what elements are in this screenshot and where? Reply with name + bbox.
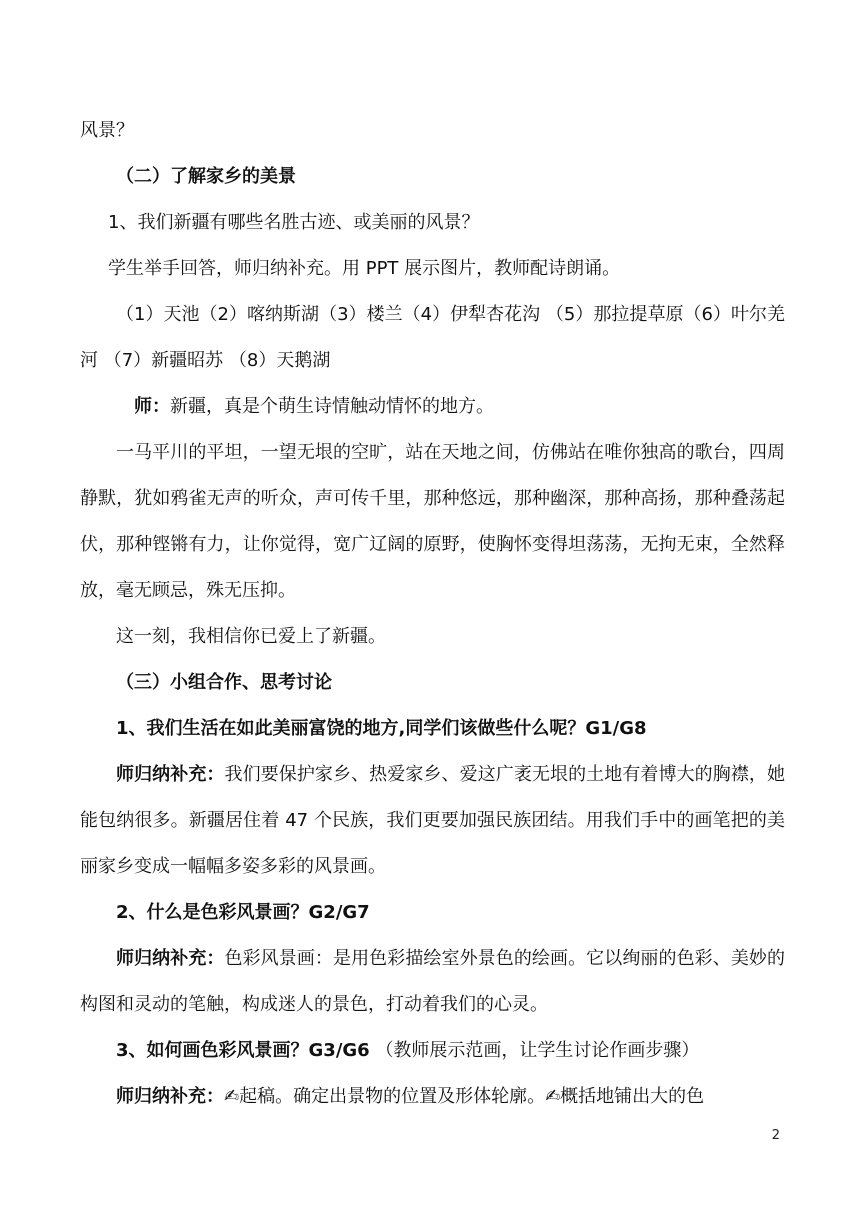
question: 1、我们生活在如此美丽富饶的地方,同学们该做些什么呢？G1/G8 bbox=[116, 718, 647, 739]
page-number: 2 bbox=[771, 1128, 780, 1143]
teacher-label: 师归纳补充： bbox=[116, 764, 225, 785]
teacher-summary bbox=[80, 752, 785, 890]
paragraph: 这一刻，我相信你已爱上了新疆。 bbox=[116, 626, 386, 647]
page-content bbox=[80, 108, 785, 1120]
teacher-label: 师： bbox=[134, 396, 170, 417]
teacher-summary-text: ✍起稿。确定出景物的位置及形体轮廓。✍概括地铺出大的色 bbox=[224, 1086, 705, 1107]
teacher-remark bbox=[80, 384, 785, 430]
section-heading: （三）小组合作、思考讨论 bbox=[116, 672, 332, 693]
teacher-summary-text: 色彩风景画：是用色彩描绘室外景色的绘画。它以绚丽的色彩、美妙的构图和灵动的笔触，构成迷人的景色，打动着我们的心灵。 bbox=[80, 948, 785, 1015]
question-text: 3、如何画色彩风景画？G3/G6 bbox=[116, 1040, 370, 1061]
paragraph: 学生举手回答，师归纳补充。用 PPT 展示图片，教师配诗朗诵。 bbox=[108, 258, 621, 279]
teacher-remark-text: 新疆，真是个萌生诗情触动情怀的地方。 bbox=[170, 396, 494, 417]
question bbox=[80, 1028, 785, 1074]
question-note: （教师展示范画，让学生讨论作画步骤） bbox=[375, 1040, 700, 1061]
question: 1、我们新疆有哪些名胜古迹、或美丽的风景？ bbox=[108, 212, 480, 233]
teacher-summary bbox=[80, 1074, 785, 1120]
teacher-summary-text: 我们要保护家乡、热爱家乡、爱这广袤无垠的土地有着博大的胸襟，她能包纳很多。新疆居住着 47 个民族，我们更要加强民族团结。用我们手中的画笔把的美丽家乡变成一幅幅多姿多彩的风景画。 bbox=[80, 764, 785, 877]
section-heading: （二）了解家乡的美景 bbox=[116, 166, 296, 187]
scenery-list: （1）天池（2）喀纳斯湖（3）楼兰（4）伊犁杏花沟 （5）那拉提草原（6）叶尔羌河 （7）新疆昭苏 （8）天鹅湖 bbox=[80, 304, 785, 371]
teacher-label: 师归纳补充： bbox=[116, 1086, 224, 1107]
question: 2、什么是色彩风景画？G2/G7 bbox=[116, 902, 370, 923]
paragraph: 风景？ bbox=[80, 120, 134, 141]
poem-paragraph: 一马平川的平坦，一望无垠的空旷，站在天地之间，仿佛站在唯你独高的歌台，四周静默，犹如鸦雀无声的听众，声可传千里，那种悠远，那种幽深，那种高扬，那种叠荡起伏，那种铿锵有力，让你觉得，宽广辽阔的原野，使胸怀变得坦荡荡，无拘无束，全然释放，毫无顾忌，殊无压抑。 bbox=[80, 442, 785, 601]
teacher-summary bbox=[80, 936, 785, 1028]
teacher-label: 师归纳补充： bbox=[116, 948, 225, 969]
